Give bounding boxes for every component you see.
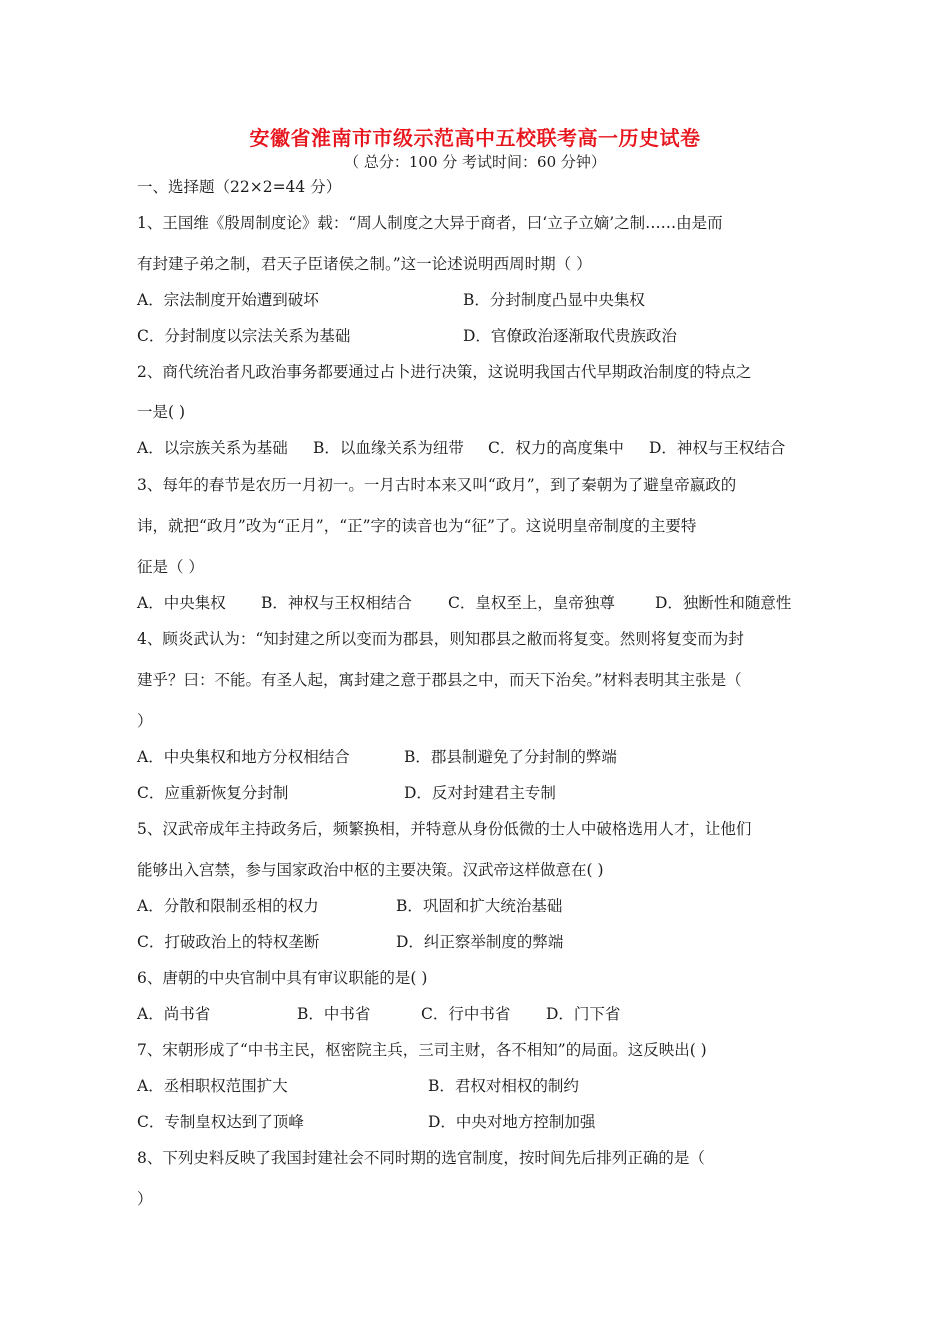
question-7-option-c: C．专制皇权达到了顶峰 — [137, 1113, 304, 1131]
question-4-option-a: A．中央集权和地方分权相结合 — [137, 748, 350, 766]
question-6-option-b: B．中书省 — [297, 1005, 371, 1023]
exam-subtitle: （ 总分：100 分 考试时间：60 分钟） — [344, 153, 606, 171]
question-3-line-3: 征是（ ） — [137, 558, 204, 576]
question-1-line-2: 有封建子弟之制，君天子臣诸侯之制。”这一论述说明西周时期（ ） — [137, 255, 592, 273]
question-2-option-d: D．神权与王权结合 — [649, 439, 786, 457]
question-4-line-3: ） — [137, 712, 153, 730]
question-8-line-1: 8、下列史料反映了我国封建社会不同时期的选官制度，按时间先后排列正确的是（ — [137, 1149, 705, 1167]
question-7-line-1: 7、宋朝形成了“中书主民，枢密院主兵，三司主财，各不相知”的局面。这反映出( ) — [137, 1041, 707, 1059]
question-3-line-2: 讳，就把“政月”改为“正月”，“正”字的读音也为“征”了。这说明皇帝制度的主要特 — [137, 517, 697, 535]
section-heading: 一、选择题（22×2=44 分） — [137, 178, 342, 196]
question-3-option-a: A．中央集权 — [137, 594, 226, 612]
question-2-option-c: C．权力的高度集中 — [488, 439, 624, 457]
question-7-option-d: D．中央对地方控制加强 — [428, 1113, 596, 1131]
question-5-option-a: A．分散和限制丞相的权力 — [137, 897, 319, 915]
question-4-line-1: 4、顾炎武认为：“知封建之所以变而为郡县，则知郡县之敝而将复变。然则将复变而为封 — [137, 630, 744, 648]
question-4-option-c: C．应重新恢复分封制 — [137, 784, 289, 802]
question-3-option-d: D．独断性和随意性 — [655, 594, 792, 612]
question-3-line-1: 3、每年的春节是农历一月初一。一月古时本来又叫“政月”，到了秦朝为了避皇帝嬴政的 — [137, 476, 737, 494]
question-5-line-2: 能够出入宫禁，参与国家政治中枢的主要决策。汉武帝这样做意在( ) — [137, 861, 604, 879]
question-5-line-1: 5、汉武帝成年主持政务后，频繁换相，并特意从身份低微的士人中破格选用人才，让他们 — [137, 820, 752, 838]
question-7-option-a: A．丞相职权范围扩大 — [137, 1077, 288, 1095]
question-6-option-a: A．尚书省 — [137, 1005, 211, 1023]
question-6-option-c: C．行中书省 — [421, 1005, 511, 1023]
question-2-option-b: B．以血缘关系为纽带 — [313, 439, 464, 457]
question-3-option-b: B．神权与王权相结合 — [261, 594, 412, 612]
question-5-option-c: C．打破政治上的特权垄断 — [137, 933, 320, 951]
question-6-line-1: 6、唐朝的中央官制中具有审议职能的是( ) — [137, 969, 428, 987]
question-5-option-b: B．巩固和扩大统治基础 — [396, 897, 563, 915]
question-1-line-1: 1、王国维《殷周制度论》载：“周人制度之大异于商者，曰‘立子立嫡’之制……由是而 — [137, 214, 723, 232]
question-8-line-2: ） — [137, 1190, 153, 1208]
question-4-option-b: B．郡县制避免了分封制的弊端 — [404, 748, 617, 766]
question-1-option-b: B．分封制度凸显中央集权 — [463, 291, 645, 309]
question-4-option-d: D．反对封建君主专制 — [404, 784, 556, 802]
question-1-option-d: D．官僚政治逐渐取代贵族政治 — [463, 327, 677, 345]
question-1-option-a: A．宗法制度开始遭到破坏 — [137, 291, 319, 309]
question-7-option-b: B．君权对相权的制约 — [428, 1077, 579, 1095]
question-1-option-c: C．分封制度以宗法关系为基础 — [137, 327, 351, 345]
question-2-line-1: 2、商代统治者凡政治事务都要通过占卜进行决策，这说明我国古代早期政治制度的特点之 — [137, 363, 752, 381]
question-4-line-2: 建乎？曰：不能。有圣人起，寓封建之意于郡县之中，而天下治矣。”材料表明其主张是（ — [137, 671, 742, 689]
exam-title: 安徽省淮南市市级示范高中五校联考高一历史试卷 — [249, 126, 701, 150]
question-2-option-a: A．以宗族关系为基础 — [137, 439, 288, 457]
question-5-option-d: D．纠正察举制度的弊端 — [396, 933, 564, 951]
question-3-option-c: C．皇权至上，皇帝独尊 — [448, 594, 615, 612]
question-2-line-2: 一是( ) — [137, 403, 186, 421]
question-6-option-d: D．门下省 — [546, 1005, 621, 1023]
